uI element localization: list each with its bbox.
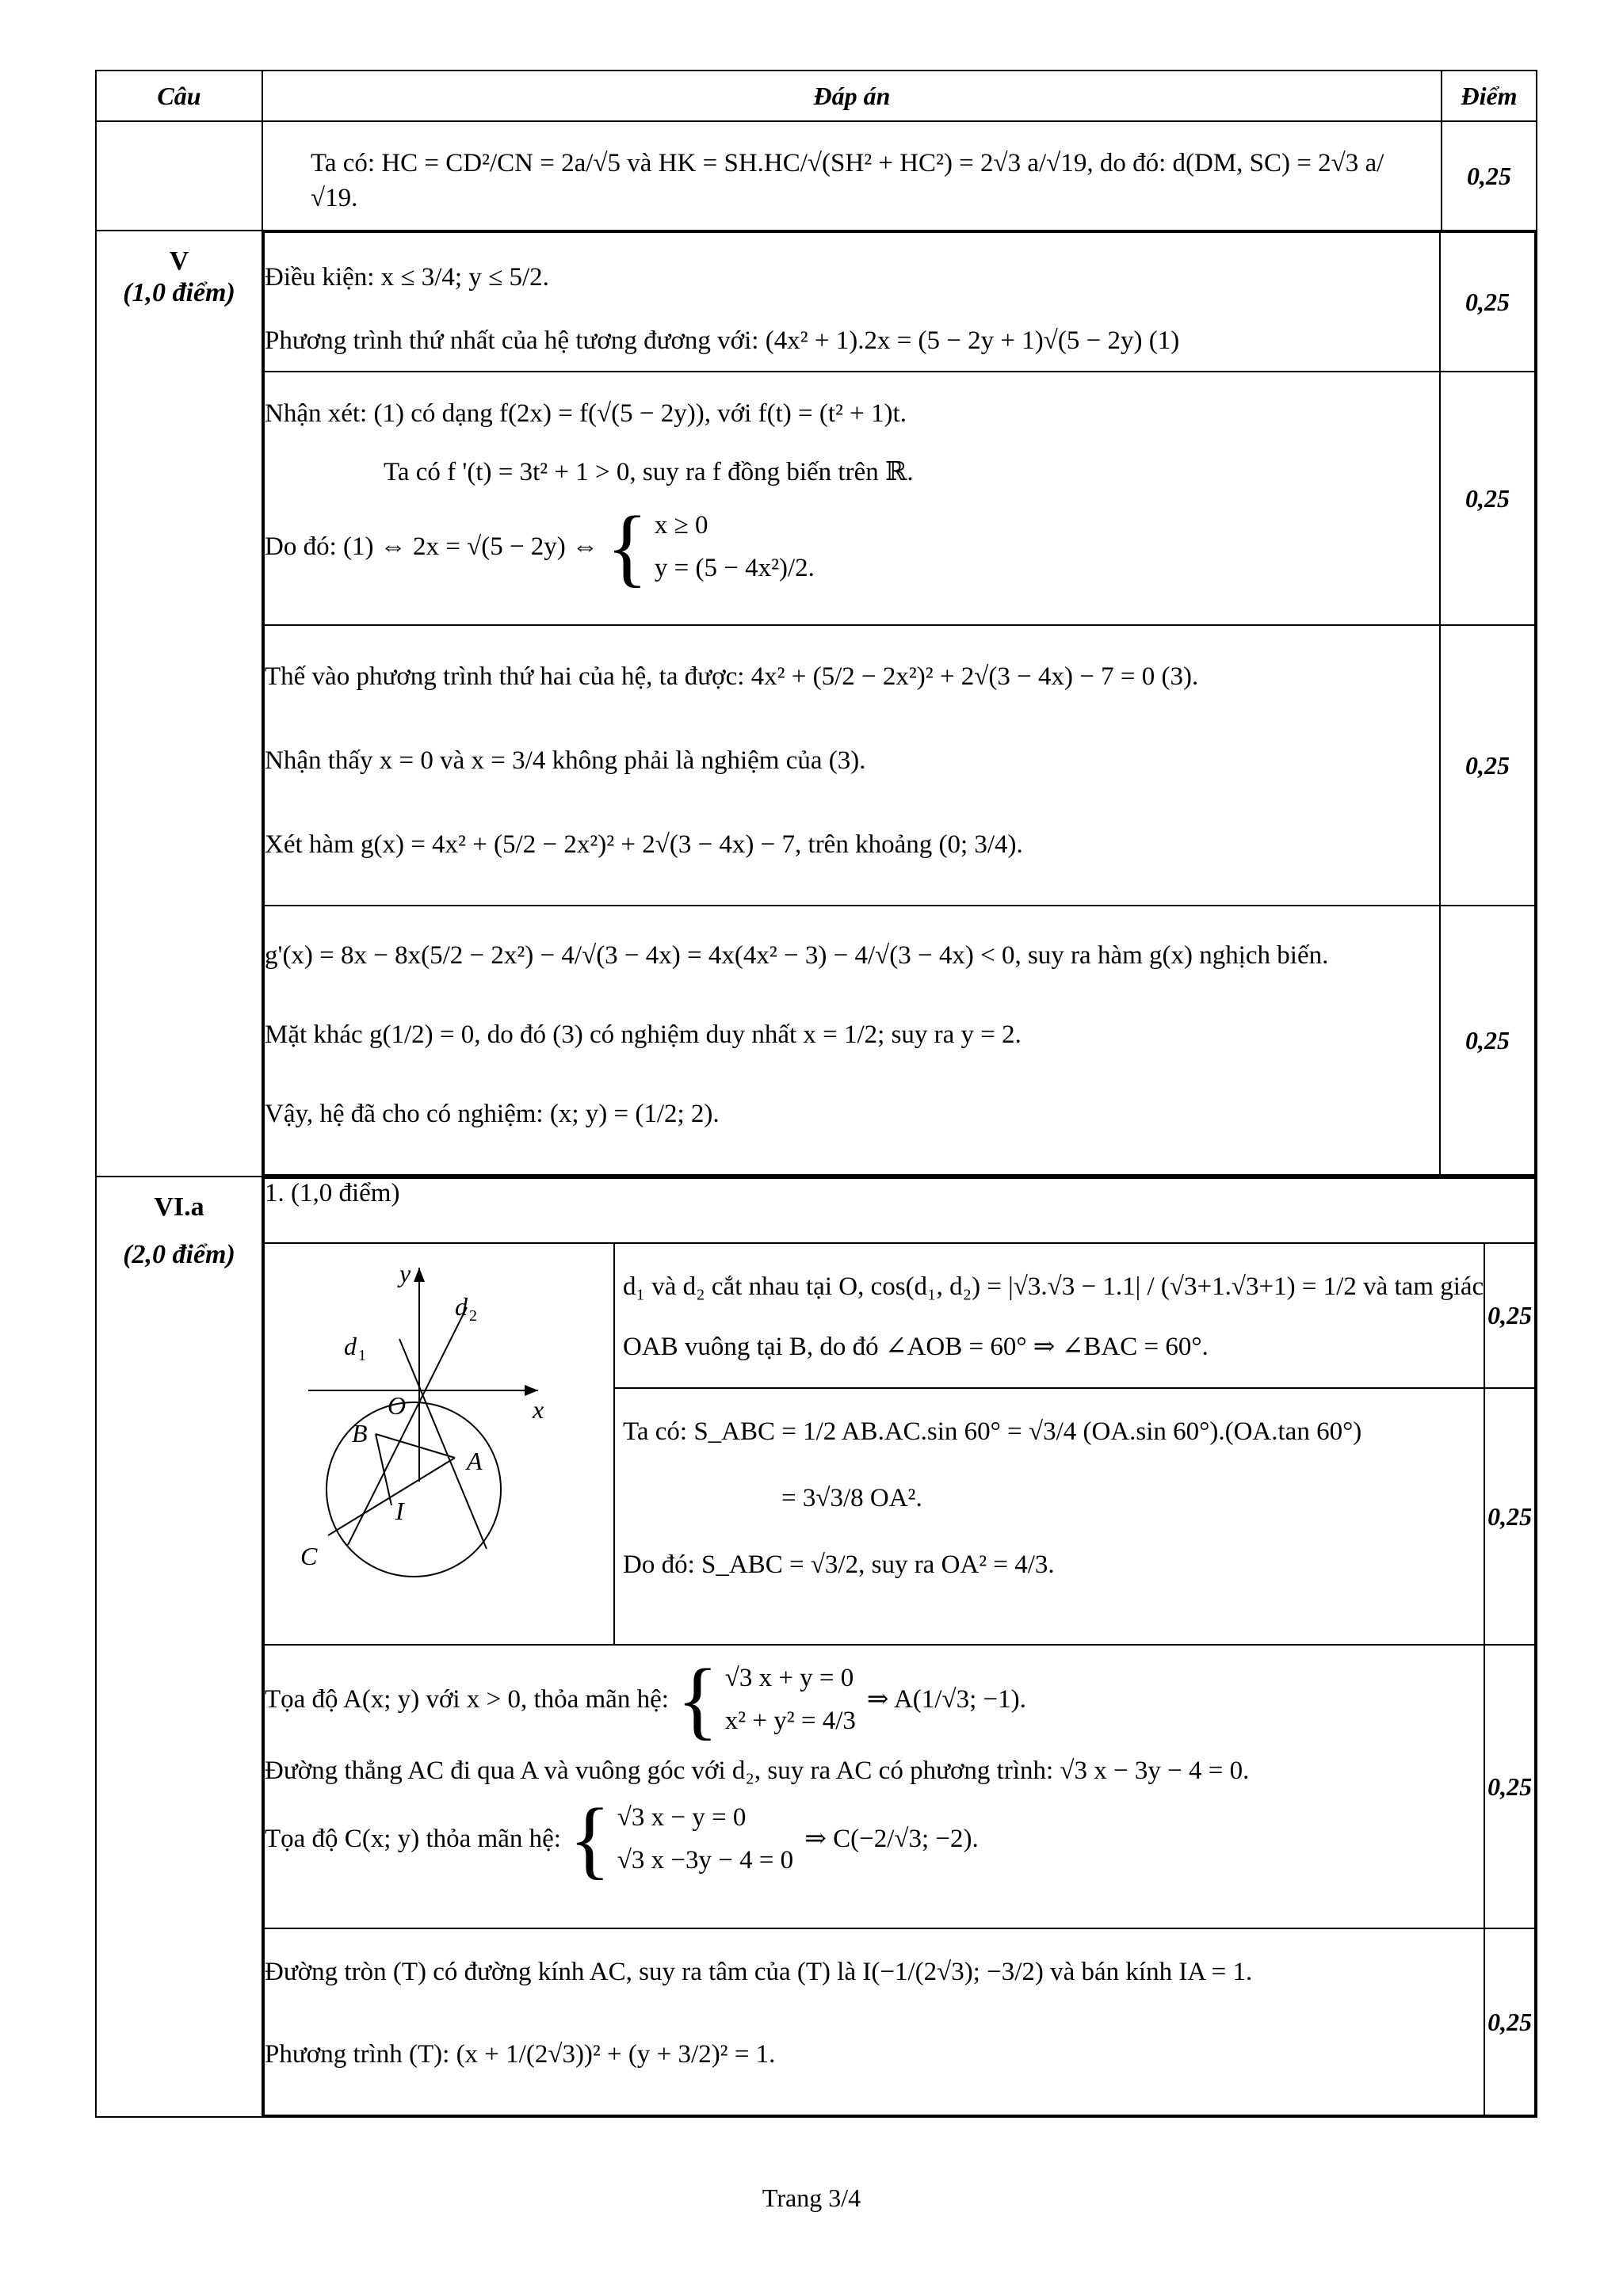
- oa-squared-line: Do đó: S_ABC = √3/2, suy ra OA² = 4/3.: [623, 1550, 1055, 1580]
- derivative-line: Ta có f '(t) = 3t² + 1 > 0, suy ra f đồng biến trên ℝ.: [384, 458, 914, 486]
- conclusion-line: Vậy, hệ đã cho có nghiệm: (x; y) = (1/2; 2).: [265, 1100, 720, 1128]
- label-C: C: [300, 1542, 318, 1570]
- line-d1: [399, 1339, 487, 1549]
- question-points: (1,0 điểm): [123, 278, 235, 307]
- observation-line: Nhận thấy x = 0 và x = 3/4 không phải là nghiệm của (3).: [265, 746, 866, 775]
- label-I: I: [395, 1497, 404, 1525]
- answer-group: [262, 231, 1537, 1177]
- question-points: (2,0 điểm): [123, 1240, 235, 1269]
- answer-part: [264, 1243, 1535, 1388]
- segment-CA: [328, 1458, 455, 1535]
- score-value: 0,25: [1484, 1243, 1535, 1388]
- answer-subtable: [263, 1177, 1536, 2116]
- answer-part: [264, 906, 1535, 1175]
- label-B: B: [352, 1419, 368, 1447]
- answer-table: [95, 70, 1537, 2118]
- circle-center-line: Đường tròn (T) có đường kính AC, suy ra tâm của (T) là I(−1/(2√3); −3/2) và bán kính IA = 1.: [265, 1958, 1253, 1986]
- label-d2-sub: 2: [469, 1307, 477, 1325]
- system-row: √3 x − y = 0: [617, 1803, 747, 1832]
- score-value: 0,25: [1440, 232, 1535, 372]
- header-question: Câu: [96, 71, 262, 121]
- table-row: [96, 231, 1537, 1177]
- area-line: Ta có: S_ABC = 1/2 AB.AC.sin 60° = √3/4 (OA.sin 60°).(OA.tan 60°): [623, 1417, 1362, 1447]
- derivative-g-line: g'(x) = 8x − 8x(5/2 − 2x²) − 4/√(3 − 4x) = 4x(4x² − 3) − 4/√(3 − 4x) < 0, suy ra hàm g(x) nghịch biến.: [265, 941, 1329, 970]
- answer-group: [262, 1177, 1537, 2117]
- question-number: V: [169, 246, 189, 276]
- system-row: √3 x + y = 0: [724, 1664, 854, 1692]
- table-row: [96, 1177, 1537, 2117]
- score-value: 0,25: [1440, 625, 1535, 906]
- part-title: 1. (1,0 điểm): [265, 1179, 400, 1207]
- label-d2: d: [455, 1292, 468, 1321]
- system-row: y = (5 − 4x²)/2.: [654, 554, 815, 582]
- angle-line: OAB vuông tại B, do đó ∠AOB = 60° ⇒ ∠BAC = 60°.: [623, 1333, 1209, 1361]
- circle-equation-line: Phương trình (T): (x + 1/(2√3))² + (y + 3/2)² = 1.: [265, 2040, 776, 2069]
- score-value: 0,25: [1484, 1645, 1535, 1928]
- substitution-line: Thế vào phương trình thứ hai của hệ, ta được: 4x² + (5/2 − 2x²)² + 2√(3 − 4x) − 7 = 0 (3).: [265, 662, 1199, 691]
- question-label: [96, 1177, 262, 2117]
- system-row: x² + y² = 4/3: [724, 1707, 856, 1735]
- answer-key-page: [95, 70, 1537, 2118]
- label-A: A: [467, 1447, 483, 1475]
- score-value: 0,25: [1440, 372, 1535, 625]
- score-value: 0,25: [1442, 121, 1537, 231]
- x-axis-arrow: [525, 1385, 538, 1396]
- header-score: Điểm: [1442, 71, 1537, 121]
- area-simplified-line: = 3√3/8 OA².: [781, 1484, 922, 1513]
- unique-root-line: Mặt khác g(1/2) = 0, do đó (3) có nghiệm duy nhất x = 1/2; suy ra y = 2.: [265, 1020, 1022, 1049]
- remark-line: Nhận xét: (1) có dạng f(2x) = f(√(5 − 2y)), với f(t) = (t² + 1)t.: [265, 399, 907, 428]
- intersection-line: d₁ và d₂ cắt nhau tại O, cos(d₁, d₂) = |√3.√3 − 1.1| / (√3+1.√3+1) = 1/2 và tam giác: [623, 1272, 1484, 1301]
- segment-BI: [376, 1434, 391, 1505]
- answer-cell: [262, 121, 1442, 231]
- equivalent-equation-line: Phương trình thứ nhất của hệ tương đương với: (4x² + 1).2x = (5 − 2y + 1)√(5 − 2y) (1): [265, 326, 1180, 355]
- equation-system: { √3 x + y = 0 x² + y² = 4/3: [676, 1651, 856, 1748]
- question-cell-empty: [96, 121, 262, 231]
- line-AC-equation: Đường thẳng AC đi qua A và vuông góc với d₂, suy ra AC có phương trình: √3 x − 3y − 4 = 0.: [265, 1756, 1250, 1785]
- label-d1: d: [344, 1332, 357, 1360]
- label-O: O: [388, 1391, 407, 1420]
- label-x: x: [533, 1395, 544, 1424]
- answer-part-title-row: [264, 1178, 1535, 1243]
- table-header-row: [96, 71, 1537, 121]
- function-line: Xét hàm g(x) = 4x² + (5/2 − 2x²)² + 2√(3 − 4x) − 7, trên khoảng (0; 3/4).: [265, 830, 1023, 859]
- point-A-line: Tọa độ A(x; y) với x > 0, thỏa mãn hệ: { √3 x + y = 0 x² + y² = 4/3 ⇒ A(1/√3; −1).: [265, 1651, 1026, 1748]
- system-row: x ≥ 0: [654, 511, 708, 540]
- label-y: y: [399, 1259, 411, 1287]
- score-value: 0,25: [1484, 1388, 1535, 1645]
- score-value: 0,25: [1484, 1928, 1535, 2115]
- geometry-figure: [265, 1244, 613, 1640]
- answer-subtable: [263, 231, 1536, 1176]
- equation-system: { √3 x − y = 0 √3 x −3y − 4 = 0: [568, 1791, 794, 1887]
- header-answer: Đáp án: [262, 71, 1442, 121]
- label-d1-sub: 1: [358, 1347, 366, 1364]
- table-row: [96, 121, 1537, 231]
- answer-part: [264, 372, 1535, 625]
- answer-text: Ta có: HC = CD²/CN = 2a/√5 và HK = SH.HC/√(SH² + HC²) = 2√3 a/√19, do đó: d(DM, SC) = 2√3 a/√19.: [311, 149, 1384, 212]
- figure-cell: [264, 1243, 614, 1645]
- answer-part: [264, 1645, 1535, 1928]
- question-label: [96, 231, 262, 1177]
- answer-part: [264, 1928, 1535, 2115]
- system-row: √3 x −3y − 4 = 0: [617, 1846, 794, 1875]
- equation-system: { x ≥ 0 y = (5 − 4x²)/2.: [606, 498, 815, 595]
- page-number: Trang 3/4: [762, 2183, 861, 2212]
- y-axis-arrow: [414, 1268, 425, 1282]
- answer-part: [264, 625, 1535, 906]
- score-value: 0,25: [1440, 906, 1535, 1175]
- answer-part: [264, 232, 1535, 372]
- point-C-line: Tọa độ C(x; y) thỏa mãn hệ: { √3 x − y = 0 √3 x −3y − 4 = 0 ⇒ C(−2/√3; −2).: [265, 1791, 979, 1887]
- condition-line: Điều kiện: x ≤ 3/4; y ≤ 5/2.: [265, 263, 549, 292]
- equivalence-line: Do đó: (1) ⇔ 2x = √(5 − 2y) ⇔ { x ≥ 0 y = (5 − 4x²)/2.: [265, 498, 815, 595]
- question-number: VI.a: [154, 1192, 204, 1222]
